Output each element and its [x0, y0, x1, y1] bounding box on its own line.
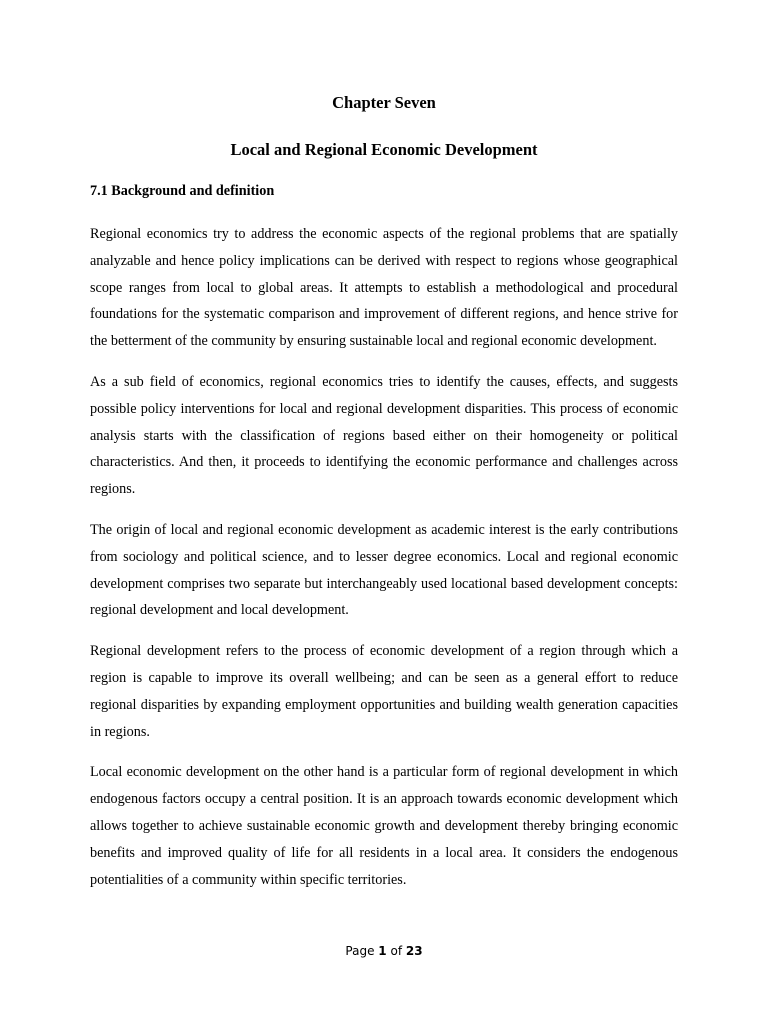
document-title: Local and Regional Economic Development	[230, 140, 538, 159]
current-page-number: 1	[378, 944, 387, 958]
paragraph: Regional economics try to address the economic aspects of the regional problems that are spatially analyzable and hence policy implications can be derived with respect to regions whose geographical scope ranges from local to global areas. It attempts to establish a methodological and procedural foundations for the systematic comparison and improvement of different regions, and hence strive for the betterment of the community by ensuring sustainable local and regional economic development.	[90, 226, 678, 350]
chapter-title: Chapter Seven	[332, 93, 436, 112]
total-pages-number: 23	[405, 944, 423, 958]
paragraph: Regional development refers to the process of economic development of a region through which a region is capable to improve its overall wellbeing; and can be seen as a general effort to reduce regional disparities by expanding employment opportunities and building wealth generation capacities in regions.	[90, 643, 678, 740]
paragraph: Local economic development on the other hand is a particular form of regional development in which endogenous factors occupy a central position. It is an approach towards economic development which allows together to achieve sustainable economic growth and development thereby bringing economic benefits and improved quality of life for all residents in a local area. It considers the endogenous potentialities of a community within specific territories.	[90, 764, 678, 888]
paragraph: The origin of local and regional economic development as academic interest is the early contributions from sociology and political science, and to lesser degree economics. Local and regional economic development comprises two separate but interchangeably used locational based development concepts: regional development and local development.	[90, 521, 678, 619]
section-heading: 7.1 Background and definition	[90, 183, 275, 199]
page-word: Page	[345, 944, 375, 958]
of-word: of	[390, 944, 403, 958]
paragraph: As a sub field of economics, regional economics tries to identify the causes, effects, and suggests possible policy interventions for local and regional development disparities. This process of economic analysis starts with the classification of regions based either on their homogeneity or political characteristics. And then, it proceeds to identifying the economic performance and challenges across regions.	[90, 373, 678, 498]
page-content	[90, 90, 678, 907]
page-footer	[0, 942, 768, 960]
